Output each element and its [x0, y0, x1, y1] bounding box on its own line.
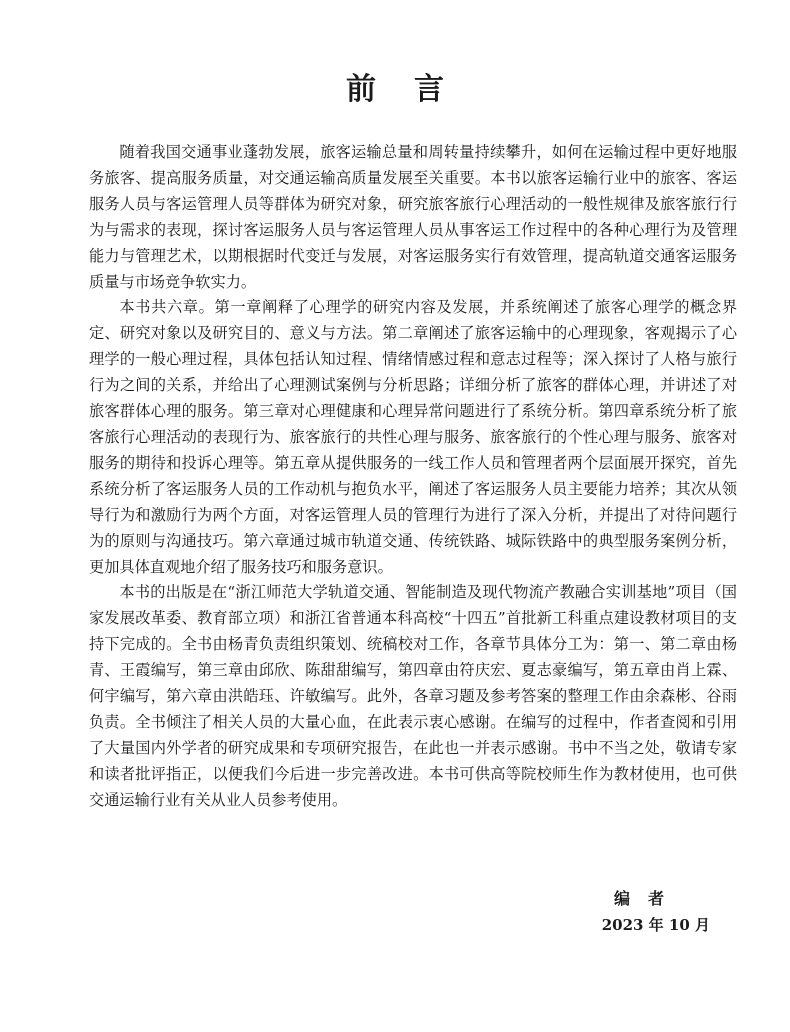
signature-author: 编者 [613, 889, 682, 908]
paragraph-2: 本书共六章。第一章阐释了心理学的研究内容及发展，并系统阐述了旅客心理学的概念界定、研究对象以及研究目的、意义与方法。第二章阐述了旅客运输中的心理现象，客观揭示了心理学的一般心理过程，具体包括认知过程、情绪情感过程和意志过程等；深入探讨了人格与旅行行为之间的关系，并给出了心理测试案例与分析思路；详细分析了旅客的群体心理，并讲述了对旅客群体心理的服务。第三章对心理健康和心理异常问题进行了系统分析。第四章系统分析了旅客旅行心理活动的表现行为、旅客旅行的共性心理与服务、旅客旅行的个性心理与服务、旅客对服务的期待和投诉心理等。第五章从提供服务的一线工作人员和管理者两个层面展开探究，首先系统分析了客运服务人员的工作动机与抱负水平，阐述了客运服务人员主要能力培养；其次从领导行为和激励行为两个方面，对客运管理人员的管理行为进行了深入分析，并提出了对待问题行为的原则与沟通技巧。第六章通过城市轨道交通、传统铁路、城际铁路中的典型服务案例分析，更加具体直观地介绍了服务技巧和服务意识。 [89, 298, 737, 576]
preface-body [89, 140, 737, 814]
page-title: 前言 [346, 72, 482, 107]
signature-block [560, 886, 710, 938]
signature-date: 2023 年 10 月 [601, 916, 710, 934]
paragraph-1: 随着我国交通事业蓬勃发展，旅客运输总量和周转量持续攀升，如何在运输过程中更好地服务旅客、提高服务质量，对交通运输高质量发展至关重要。本书以旅客运输行业中的旅客、客运服务人员与客运管理人员等群体为研究对象，研究旅客旅行心理活动的一般性规律及旅客旅行行为与需求的表现，探讨客运服务人员与客运管理人员从事客运工作过程中的各种心理行为及管理能力与管理艺术，以期根据时代变迁与发展，对客运服务实行有效管理，提高轨道交通客运服务质量与市场竞争软实力。 [89, 143, 737, 291]
paragraph-3: 本书的出版是在“浙江师范大学轨道交通、智能制造及现代物流产教融合实训基地”项目（国家发展改革委、教育部立项）和浙江省普通本科高校“十四五”首批新工科重点建设教材项目的支持下完成的。全书由杨青负责组织策划、统稿校对工作，各章节具体分工为：第一、第二章由杨青、王霞编写，第三章由邱欣、陈甜甜编写，第四章由符庆宏、夏志豪编写，第五章由肖上霖、何宇编写，第六章由洪皓珏、许敏编写。此外，各章习题及参考答案的整理工作由余森彬、谷雨负责。全书倾注了相关人员的大量心血，在此表示衷心感谢。在编写的过程中，作者查阅和引用了大量国内外学者的研究成果和专项研究报告，在此也一并表示感谢。书中不当之处，敬请专家和读者批评指正，以便我们今后进一步完善改进。本书可供高等院校师生作为教材使用，也可供交通运输行业有关从业人员参考使用。 [89, 583, 737, 809]
